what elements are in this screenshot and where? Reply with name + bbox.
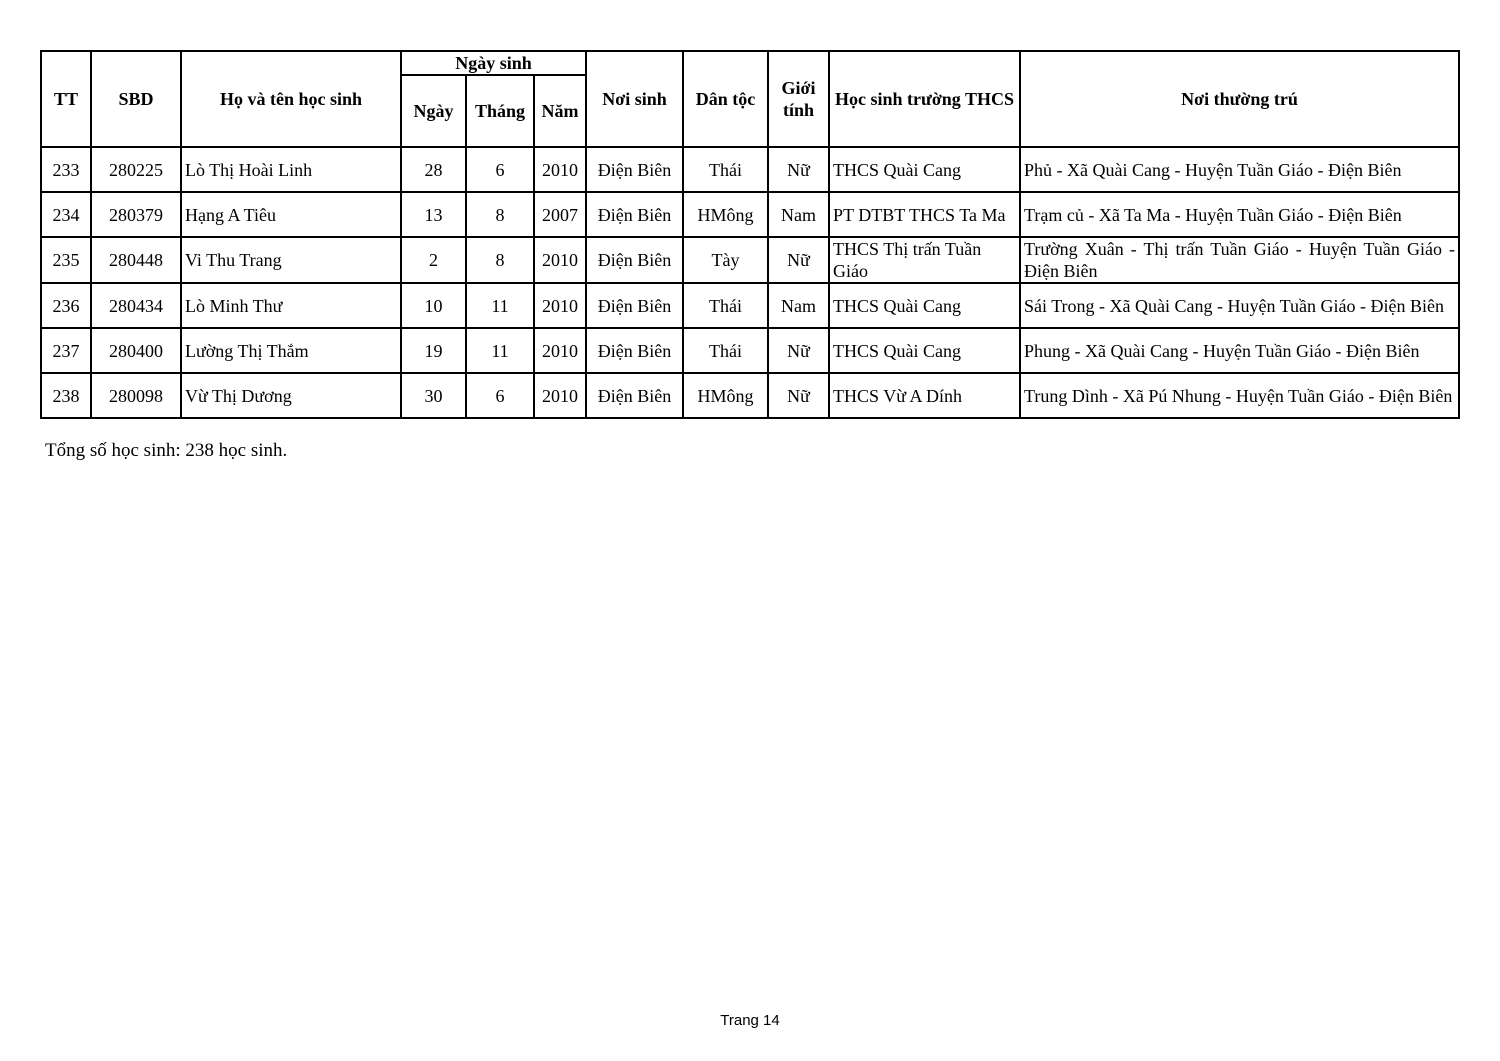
table-row [41,237,1459,283]
cell-month: 11 [466,283,534,328]
cell-gender: Nữ [768,237,829,283]
cell-day: 28 [401,147,466,192]
cell-school: THCS Vừ A Dính [829,373,1020,418]
cell-name: Lò Minh Thư [181,283,401,328]
page-number: Trang 14 [720,1012,780,1029]
cell-name: Vi Thu Trang [181,237,401,283]
cell-name: Vừ Thị Dương [181,373,401,418]
cell-gender: Nam [768,283,829,328]
cell-gender: Nữ [768,147,829,192]
cell-school: THCS Quài Cang [829,147,1020,192]
cell-ethnicity: HMông [683,192,768,237]
cell-tt: 233 [41,147,91,192]
cell-sbd: 280434 [91,283,181,328]
cell-gender: Nam [768,192,829,237]
cell-day: 19 [401,328,466,373]
header-tt: TT [41,51,91,147]
cell-ethnicity: Tày [683,237,768,283]
cell-name: Lò Thị Hoài Linh [181,147,401,192]
cell-school: THCS Quài Cang [829,328,1020,373]
header-name: Họ và tên học sinh [181,51,401,147]
cell-residence: Trung Dình - Xã Pú Nhung - Huyện Tuần Giáo - Điện Biên [1020,373,1459,418]
cell-tt: 238 [41,373,91,418]
cell-school: PT DTBT THCS Ta Ma [829,192,1020,237]
cell-month: 11 [466,328,534,373]
cell-residence: Phung - Xã Quài Cang - Huyện Tuần Giáo - Điện Biên [1020,328,1459,373]
cell-birthplace: Điện Biên [586,373,683,418]
cell-sbd: 280448 [91,237,181,283]
total-students-note: Tổng số học sinh: 238 học sinh. [45,440,288,461]
cell-school: THCS Quài Cang [829,283,1020,328]
cell-residence: Sái Trong - Xã Quài Cang - Huyện Tuần Giáo - Điện Biên [1020,283,1459,328]
cell-school: THCS Thị trấn Tuần Giáo [829,237,1020,283]
cell-name: Hạng A Tiêu [181,192,401,237]
cell-month: 8 [466,192,534,237]
cell-residence: Trạm củ - Xã Ta Ma - Huyện Tuần Giáo - Điện Biên [1020,192,1459,237]
header-sbd: SBD [91,51,181,147]
cell-sbd: 280379 [91,192,181,237]
header-gender: Giới tính [768,51,829,147]
header-birthplace: Nơi sinh [586,51,683,147]
header-residence: Nơi thường trú [1020,51,1459,147]
cell-month: 8 [466,237,534,283]
cell-sbd: 280098 [91,373,181,418]
cell-tt: 235 [41,237,91,283]
cell-day: 10 [401,283,466,328]
cell-year: 2010 [534,147,586,192]
cell-ethnicity: Thái [683,147,768,192]
cell-sbd: 280400 [91,328,181,373]
cell-birthplace: Điện Biên [586,147,683,192]
header-school: Học sinh trường THCS [829,51,1020,147]
cell-birthplace: Điện Biên [586,237,683,283]
cell-gender: Nữ [768,328,829,373]
cell-birthplace: Điện Biên [586,328,683,373]
cell-ethnicity: Thái [683,283,768,328]
cell-ethnicity: Thái [683,328,768,373]
student-table [40,50,1460,419]
cell-birthplace: Điện Biên [586,283,683,328]
header-month: Tháng [466,75,534,147]
cell-tt: 237 [41,328,91,373]
cell-year: 2010 [534,283,586,328]
cell-month: 6 [466,147,534,192]
cell-year: 2010 [534,328,586,373]
header-ethnicity: Dân tộc [683,51,768,147]
header-day: Ngày [401,75,466,147]
cell-sbd: 280225 [91,147,181,192]
cell-month: 6 [466,373,534,418]
cell-day: 2 [401,237,466,283]
table-body [41,147,1459,418]
cell-tt: 234 [41,192,91,237]
table-row [41,147,1459,192]
cell-residence: Trường Xuân - Thị trấn Tuần Giáo - Huyện Tuần Giáo - Điện Biên [1020,237,1459,283]
cell-name: Lường Thị Thắm [181,328,401,373]
cell-year: 2007 [534,192,586,237]
cell-ethnicity: HMông [683,373,768,418]
cell-tt: 236 [41,283,91,328]
cell-year: 2010 [534,373,586,418]
table-row [41,373,1459,418]
cell-residence: Phủ - Xã Quài Cang - Huyện Tuần Giáo - Điện Biên [1020,147,1459,192]
cell-gender: Nữ [768,373,829,418]
table-row [41,328,1459,373]
cell-day: 13 [401,192,466,237]
header-year: Năm [534,75,586,147]
table-row [41,192,1459,237]
cell-day: 30 [401,373,466,418]
header-dob-group: Ngày sinh [401,51,586,75]
cell-year: 2010 [534,237,586,283]
table-row [41,283,1459,328]
table-header [41,51,1459,147]
cell-birthplace: Điện Biên [586,192,683,237]
